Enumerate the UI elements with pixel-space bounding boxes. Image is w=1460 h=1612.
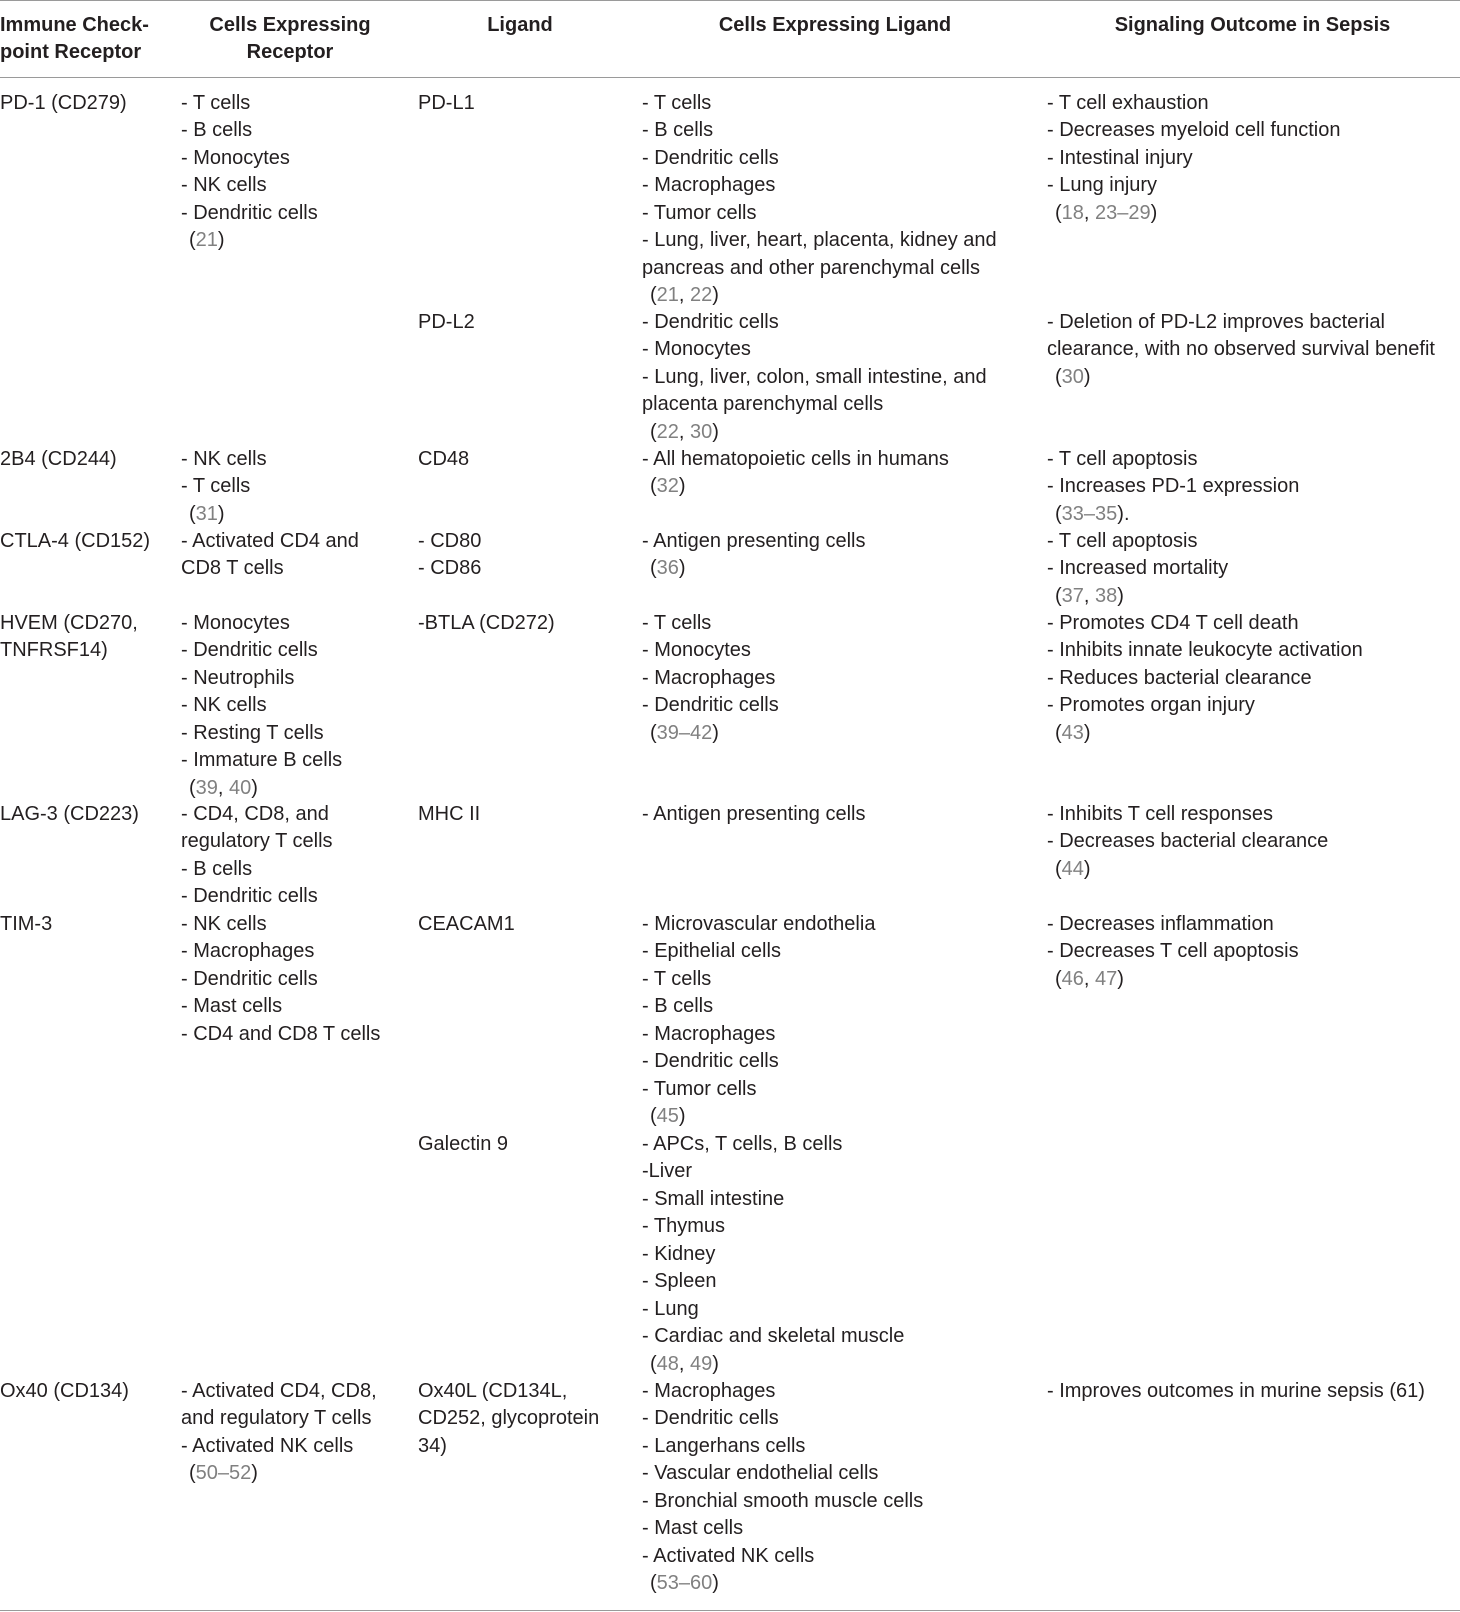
receptor-cell-item: - Resting T cells [181,721,324,744]
ligand-cells-cell [642,1131,1032,1378]
receptor-cells-cell [181,1378,403,1488]
table-top-rule [0,0,1460,1]
citation-punct: ) [251,776,258,799]
ligand-cells-cell [642,309,1032,446]
outcome-item: - Deletion of PD-L2 improves bacterial [1047,311,1385,333]
citation-punct: ) [1083,857,1091,880]
ligand-name: -BTLA (CD272) [418,612,555,634]
receptor-cells-cell [181,446,403,528]
citation-link[interactable]: 33–35 [1061,502,1118,525]
receptor-cell-item: - CD4, CD8, and [181,803,329,825]
ligand-name: 34) [418,1434,447,1457]
receptor-name: TIM-3 [0,913,53,935]
header-cells-receptor [175,12,405,67]
citation-punct: ) [678,475,686,498]
outcome-item: - Lung injury [1047,174,1158,197]
citation-punct: ( [189,1462,196,1485]
ligand-cell [418,446,633,473]
citation-punct: ( [1055,584,1062,607]
header-cells-receptor-line: Receptor [246,41,334,64]
citation-link[interactable]: 30 [690,420,713,443]
table-bottom-rule [0,1610,1460,1611]
ligand-cell-item: - Kidney [642,1242,716,1265]
citation-punct: ) [712,1572,719,1595]
citation-punct: ( [650,420,657,443]
citation-link[interactable]: 23–29 [1095,201,1151,224]
citation [1047,501,1460,528]
receptor-cell-item: - T cells [181,475,251,498]
header-receptor [0,12,170,67]
citation-punct: ( [1055,502,1062,525]
receptor-cells-cell [181,90,403,255]
ligand-cells-cell [642,911,1032,1131]
receptor-cell-item: - Activated NK cells [181,1434,354,1457]
receptor-cell-item: - NK cells [181,913,267,935]
receptor-cell-item: - Immature B cells [181,749,343,772]
ligand-cell-item: - Macrophages [642,1380,776,1402]
outcome-item: - T cell apoptosis [1047,530,1198,552]
ligand-cells-cell [642,528,1032,583]
ligand-cells-cell [642,446,1032,501]
ligand-cells-cell [642,610,1032,747]
citation-punct: ) [712,420,719,443]
ligand-cell-item: - Macrophages [642,666,776,689]
ligand-cell-item: - APCs, T cells, B cells [642,1133,843,1155]
ligand-cells-cell [642,1378,1032,1598]
citation-punct: ( [189,776,196,799]
ligand-cell-item: -Liver [642,1160,693,1183]
ligand-cell-item: - Monocytes [642,639,751,662]
receptor-cell-item: - T cells [181,92,251,114]
ligand-cell-item: - Bronchial smooth muscle cells [642,1489,924,1512]
citation [1047,583,1460,610]
receptor-cell-item: - Monocytes [181,612,290,634]
citation [642,1103,1032,1130]
receptor-cell-item: - Activated CD4, CD8, [181,1380,377,1402]
header-receptor-line: point Receptor [0,41,142,64]
outcome-item: - Reduces bacterial clearance [1047,666,1312,689]
citation-punct: ( [1055,365,1062,388]
receptor-cell-item: - Monocytes [181,146,290,169]
receptor-name: HVEM (CD270, [0,612,138,634]
outcome-item: - Decreases T cell apoptosis [1047,940,1299,963]
ligand-cell-item: - Tumor cells [642,201,757,224]
outcome-item: - Inhibits innate leukocyte activation [1047,639,1363,662]
receptor-cell-item: CD8 T cells [181,557,284,580]
ligand-cell-item: - B cells [642,119,714,142]
ligand-cell [418,911,633,938]
ligand-cell-item: - All hematopoietic cells in humans [642,448,949,470]
citation-link[interactable]: 22 [690,284,713,307]
receptor-cell [0,90,170,117]
citation-link[interactable]: 22 [656,420,679,443]
citation-punct: , [1083,584,1096,607]
receptor-cell-item: - B cells [181,857,253,880]
outcome-item: - Intestinal injury [1047,146,1193,169]
receptor-cell-item: and regulatory T cells [181,1407,372,1430]
citation-link[interactable]: 49 [690,1352,713,1375]
citation-punct: ) [712,721,719,744]
receptor-cell-item: - NK cells [181,174,267,197]
receptor-cell-item: - B cells [181,119,253,142]
citation [642,1570,1032,1597]
citation [1047,966,1460,993]
citation-link[interactable]: 39–42 [656,721,713,744]
ligand-cell-item: - Thymus [642,1215,725,1238]
outcome-item: - Decreases myeloid cell function [1047,119,1341,142]
citation [181,501,403,528]
citation-link[interactable]: 36 [656,557,679,580]
citation-punct: , [217,776,230,799]
ligand-name: MHC II [418,803,481,825]
ligand-cell-item: - Mast cells [642,1517,744,1540]
receptor-cells-cell [181,528,403,583]
receptor-cell-item: - CD4 and CD8 T cells [181,1022,381,1045]
ligand-cell-item: - Dendritic cells [642,694,779,717]
receptor-cell-item: - Mast cells [181,995,283,1018]
ligand-cells-cell [642,801,1032,828]
citation-link[interactable]: 32 [656,475,679,498]
ligand-cell [418,90,633,117]
citation-link[interactable]: 53–60 [656,1572,713,1595]
citation-link[interactable]: 37 [1061,584,1084,607]
citation-punct: ). [1117,502,1130,525]
outcome-item: - Inhibits T cell responses [1047,803,1274,825]
ligand-cell-item: - Activated NK cells [642,1544,815,1567]
receptor-cell-item: regulatory T cells [181,830,333,853]
outcome-item: - Promotes organ injury [1047,694,1255,717]
ligand-name: CEACAM1 [418,913,515,935]
ligand-cell [418,528,633,583]
citation-link[interactable]: 18 [1061,201,1084,224]
ligand-cell-item: - T cells [642,612,712,634]
receptor-cells-cell [181,911,403,1048]
citation-punct: ( [650,1105,657,1128]
receptor-name: TNFRSF14) [0,639,108,662]
ligand-cell-item: - Macrophages [642,1022,776,1045]
citation-punct: ) [251,1462,258,1485]
outcome-cell [1047,528,1460,610]
receptor-cell-item: - NK cells [181,694,267,717]
ligand-cell-item: - Dendritic cells [642,1050,779,1073]
outcome-cell [1047,801,1460,883]
outcome-item: - T cell apoptosis [1047,448,1198,470]
citation-punct: ( [1055,967,1062,990]
receptor-name: Ox40 (CD134) [0,1380,129,1402]
ligand-cell-item: pancreas and other parenchymal cells [642,256,980,279]
citation [642,473,1032,500]
citation [181,775,403,802]
citation-link[interactable]: 46 [1061,967,1084,990]
citation-punct: ( [1055,857,1062,880]
outcome-cell [1047,309,1460,391]
outcome-item: clearance, with no observed survival benefit [1047,338,1435,361]
header-rule [0,77,1460,78]
ligand-cell-item: - Cardiac and skeletal muscle [642,1325,905,1348]
header-cells-ligand: Cells Expressing Ligand [718,14,952,36]
citation-punct: , [678,284,691,307]
outcome-item: - Improves outcomes in murine sepsis (61) [1047,1380,1425,1402]
ligand-cell [418,309,633,336]
citation-punct: ) [217,502,225,525]
ligand-cell-item: - B cells [642,995,714,1018]
ligand-cell-item: - Langerhans cells [642,1434,806,1457]
ligand-name: - CD80 [418,530,482,552]
outcome-item: - T cell exhaustion [1047,92,1209,114]
ligand-cell-item: - Microvascular endothelia [642,913,876,935]
citation-punct: ) [678,557,686,580]
ligand-name: PD-L2 [418,311,475,333]
receptor-cell-item: - Dendritic cells [181,639,318,662]
citation-punct: ( [1055,201,1062,224]
receptor-cells-cell [181,610,403,802]
citation [181,227,403,254]
citation [1047,200,1460,227]
header-ligand: Ligand [487,14,553,36]
ligand-cell-item: - T cells [642,967,712,990]
outcome-cell [1047,90,1460,227]
header-receptor-line: Immune Check- [0,14,149,36]
header-outcome: Signaling Outcome in Sepsis [1114,14,1391,36]
header-cells-receptor-line: Cells Expressing [209,14,371,36]
citation-punct: , [1083,201,1096,224]
citation-punct: ) [712,1352,719,1375]
receptor-cell-item: - Dendritic cells [181,967,318,990]
citation [642,1351,1032,1378]
receptor-cell-item: - Neutrophils [181,666,295,689]
citation-link[interactable]: 30 [1061,365,1084,388]
citation-punct: ) [217,229,225,252]
outcome-item: - Promotes CD4 T cell death [1047,612,1299,634]
citation [642,555,1032,582]
ligand-name: - CD86 [418,557,482,580]
outcome-cell [1047,1378,1460,1405]
citation [642,419,1032,446]
outcome-item: - Decreases inflammation [1047,913,1274,935]
outcome-item: - Increased mortality [1047,557,1229,580]
citation-link[interactable]: 40 [229,776,252,799]
citation-punct: ( [189,502,196,525]
ligand-cell-item: - Antigen presenting cells [642,803,866,825]
receptor-cell-item: - Macrophages [181,940,315,963]
ligand-cell-item: - T cells [642,92,712,114]
citation-punct: ) [1083,365,1091,388]
ligand-cell-item: - Spleen [642,1270,717,1293]
ligand-cell-item: - Small intestine [642,1187,785,1210]
receptor-name: 2B4 (CD244) [0,448,117,470]
receptor-cell [0,610,170,665]
ligand-cell-item: placenta parenchymal cells [642,393,884,416]
citation-link[interactable]: 31 [195,502,218,525]
receptor-cell [0,528,170,555]
citation-punct: ) [1150,201,1158,224]
citation-punct: ) [678,1105,686,1128]
citation [1047,720,1460,747]
citation-punct: ( [189,229,196,252]
ligand-cell-item: - Epithelial cells [642,940,781,963]
ligand-cell-item: - Dendritic cells [642,311,779,333]
receptor-cell [0,801,170,828]
ligand-name: Galectin 9 [418,1133,509,1155]
receptor-cell [0,1378,170,1405]
citation-punct: , [678,420,691,443]
citation-punct: ( [650,1572,657,1595]
citation-link[interactable]: 44 [1061,857,1084,880]
receptor-cell-item: - Dendritic cells [181,885,318,908]
citation-link[interactable]: 21 [195,229,218,252]
citation-link[interactable]: 47 [1095,967,1118,990]
outcome-cell [1047,446,1460,528]
receptor-cell-item: - Dendritic cells [181,201,318,224]
ligand-cells-cell [642,90,1032,310]
citation-punct: ( [650,721,657,744]
receptor-cells-cell [181,801,403,911]
citation-punct: ) [1117,967,1124,990]
citation-punct: ( [650,475,657,498]
receptor-cell-item: - NK cells [181,448,267,470]
ligand-cell [418,801,633,828]
citation-link[interactable]: 43 [1061,721,1084,744]
citation-punct: ( [1055,721,1062,744]
ligand-cell-item: - Dendritic cells [642,1407,779,1430]
ligand-cell-item: - Dendritic cells [642,146,779,169]
ligand-cell-item: - Vascular endothelial cells [642,1462,879,1485]
citation-punct: ) [712,284,719,307]
receptor-name: PD-1 (CD279) [0,92,127,114]
ligand-cell-item: - Antigen presenting cells [642,530,866,552]
citation [642,282,1032,309]
citation-punct: , [1083,967,1096,990]
citation [1047,364,1460,391]
outcome-item: - Decreases bacterial clearance [1047,830,1329,853]
ligand-cell [418,1131,633,1158]
citation [181,1460,403,1487]
citation-punct: ) [1117,584,1124,607]
ligand-cell-item: - Lung, liver, colon, small intestine, and [642,365,987,388]
ligand-cell-item: - Monocytes [642,338,751,361]
citation [1047,856,1460,883]
outcome-item: - Increases PD-1 expression [1047,475,1300,498]
ligand-name: PD-L1 [418,92,475,114]
citation-punct: ) [1083,721,1091,744]
citation-link[interactable]: 21 [656,284,679,307]
citation-link[interactable]: 50–52 [195,1462,252,1485]
ligand-name: CD48 [418,448,470,470]
outcome-cell [1047,610,1460,747]
citation-link[interactable]: 45 [656,1105,679,1128]
citation-punct: ( [650,557,657,580]
citation-link[interactable]: 48 [656,1352,679,1375]
ligand-name: Ox40L (CD134L, [418,1380,568,1402]
ligand-cell-item: - Lung [642,1297,699,1320]
ligand-name: CD252, glycoprotein [418,1407,600,1430]
citation-link[interactable]: 38 [1095,584,1118,607]
ligand-cell-item: - Tumor cells [642,1077,757,1100]
receptor-cell [0,446,170,473]
ligand-cell-item: - Lung, liver, heart, placenta, kidney and [642,229,997,252]
citation [642,720,1032,747]
receptor-name: LAG-3 (CD223) [0,803,139,825]
receptor-name: CTLA-4 (CD152) [0,530,151,552]
receptor-cell-item: - Activated CD4 and [181,530,359,552]
receptor-cell [0,911,170,938]
ligand-cell-item: - Macrophages [642,174,776,197]
ligand-cell [418,1378,633,1460]
citation-punct: ( [650,284,657,307]
citation-link[interactable]: 39 [195,776,218,799]
ligand-cell [418,610,633,637]
outcome-cell [1047,911,1460,993]
citation-punct: ( [650,1352,657,1375]
citation-punct: , [678,1352,691,1375]
